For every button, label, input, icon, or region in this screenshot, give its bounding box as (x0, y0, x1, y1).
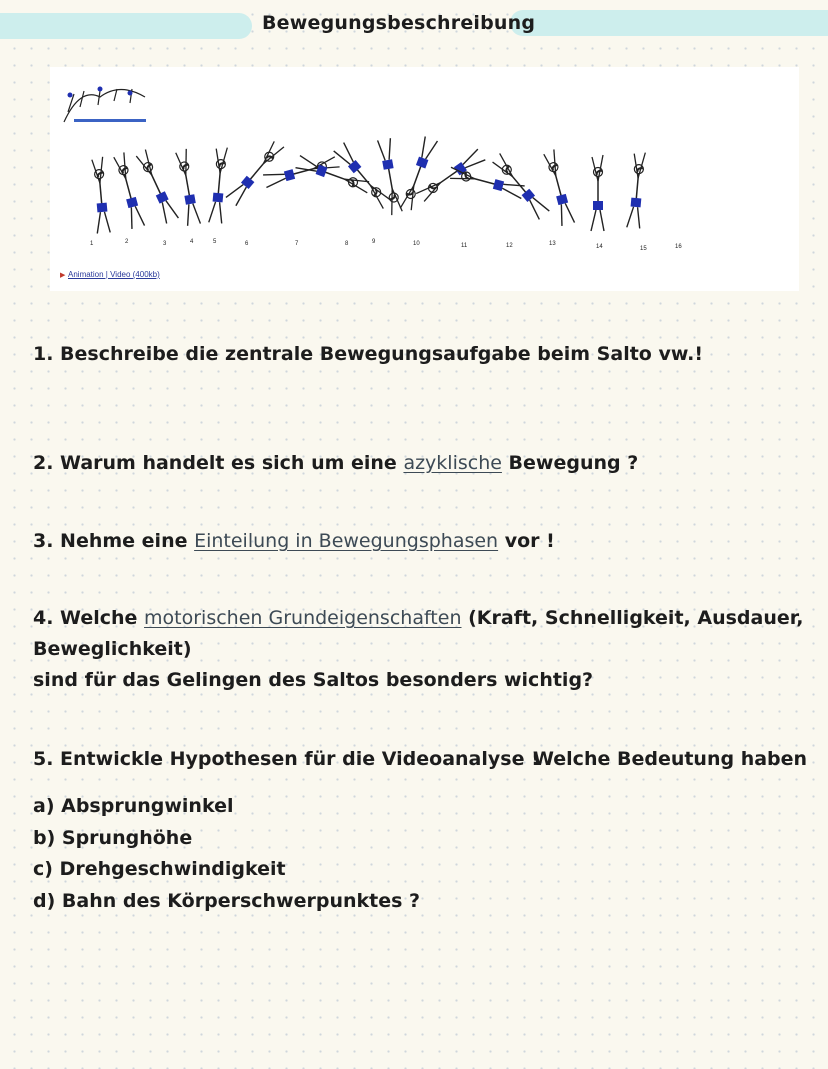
gymnast-figure (209, 147, 229, 224)
question-2-end: Bewegung ? (501, 452, 639, 474)
phase-number: 8 (345, 241, 349, 247)
question-4-end: (Kraft, Schnelligkeit, Ausdauer, (461, 607, 804, 629)
hypothesis-list (33, 791, 420, 917)
bewegungsphasen-link[interactable]: Einteilung in Bewegungsphasen (194, 530, 499, 552)
gymnast-figure (627, 152, 647, 229)
gymnast-figure (174, 149, 200, 226)
question-2 (33, 448, 638, 479)
gymnast-figure (135, 149, 179, 223)
gymnast-figure (226, 139, 285, 206)
question-5: 5. Entwickle Hypothesen für die Videoanalyse ! (33, 748, 540, 770)
question-4-line3: sind für das Gelingen des Saltos besonders wichtig? (33, 669, 594, 691)
phase-number: 1 (90, 241, 94, 247)
phase-number: 11 (461, 243, 468, 249)
phase-number: 16 (675, 244, 682, 250)
list-item: a) Absprungwinkel (33, 795, 234, 817)
salto-sequence-illustration (50, 67, 799, 291)
title-banner-right (510, 10, 828, 36)
gymnast-figure (542, 149, 574, 226)
azyklische-link[interactable]: azyklische (403, 452, 502, 474)
gymnast-figure (296, 156, 372, 194)
gymnast-figure (112, 152, 144, 229)
question-3-text: 3. Nehme eine (33, 530, 195, 552)
animation-video-link[interactable]: Animation | Video (400kb) (68, 270, 160, 279)
phase-number: 10 (413, 241, 420, 247)
phase-number: 5 (213, 239, 217, 245)
gymnast-figure (263, 155, 340, 187)
phase-number: 14 (596, 244, 603, 250)
phase-number: 3 (163, 241, 167, 247)
question-3 (33, 526, 555, 557)
list-item: b) Sprunghöhe (33, 826, 193, 849)
gymnast-figure (448, 166, 525, 198)
gymnast-figure (334, 143, 393, 210)
grundeigenschaften-link[interactable]: motorischen Grundeigenschaften (144, 607, 462, 629)
list-item: d) Bahn des Körperschwerpunktes ? (33, 889, 421, 912)
gymnast-figure (399, 137, 437, 213)
phase-number: 7 (295, 241, 299, 247)
phase-number: 6 (245, 241, 249, 247)
phase-number: 2 (125, 239, 129, 245)
gymnast-figure (91, 157, 111, 234)
question-4 (33, 603, 804, 696)
overview-sketch (64, 87, 146, 123)
phase-number: 12 (506, 243, 513, 249)
phase-number: 9 (372, 239, 376, 245)
question-4-text: 4. Welche (33, 607, 145, 629)
question-4-line2: Beweglichkeit) (33, 638, 192, 660)
gymnast-figure (378, 138, 404, 215)
phase-number: 4 (190, 239, 194, 245)
question-5-continuation: Welche Bedeutung haben (533, 748, 808, 770)
page-title: Bewegungsbeschreibung (262, 12, 536, 34)
phase-number: 15 (640, 246, 647, 252)
list-item: c) Drehgeschwindigkeit (33, 858, 286, 880)
phase-numbers (90, 239, 682, 252)
title-banner-left (0, 13, 252, 39)
question-2-text: 2. Warum handelt es sich um eine (33, 452, 404, 474)
gymnast-figure (591, 155, 604, 231)
salto-figure (50, 67, 799, 291)
phase-number: 13 (549, 241, 556, 247)
play-arrow-icon: ▶ (60, 271, 66, 279)
gymnast-figures (91, 137, 647, 234)
question-1: 1. Beschreibe die zentrale Bewegungsaufgabe beim Salto vw.! (33, 343, 704, 365)
question-3-end: vor ! (498, 530, 555, 552)
